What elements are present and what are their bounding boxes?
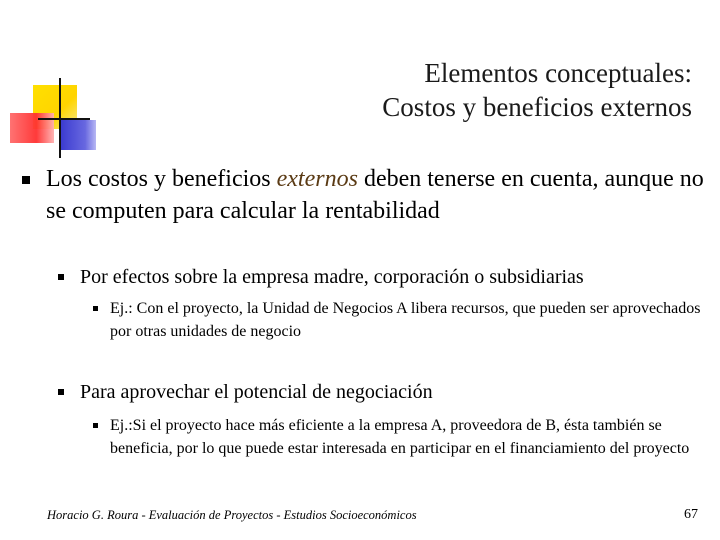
logo-horizontal-line (38, 118, 90, 120)
logo-blue-block (60, 120, 96, 150)
bullet-square-icon (93, 306, 98, 311)
bullet-level1-emphasis: externos (276, 166, 358, 192)
bullet-level2-b: Para aprovechar el potencial de negociación (80, 381, 433, 403)
bullet-square-icon (58, 389, 64, 395)
bullet-level3-b: Ej.:Si el proyecto hace más eficiente a la empresa A, proveedora de B, ésta también se beneficia, por lo que puede estar interesada en participar en el financiamiento del proyecto (110, 417, 690, 457)
bullet-level1-text (46, 163, 706, 227)
bullet-square-icon (93, 423, 98, 428)
page-number: 67 (684, 507, 698, 522)
bullet-square-icon (58, 274, 64, 280)
bullet-level1-text-end: deben tenerse en cuenta, aunque no se computen para calcular la rentabilidad (46, 166, 704, 224)
bullet-level3-a: Ej.: Con el proyecto, la Unidad de Negocios A libera recursos, que pueden ser aprovechados por otras unidades de negocio (110, 300, 701, 340)
footer-author: Horacio G. Roura - Evaluación de Proyectos - Estudios Socioeconómicos (47, 508, 417, 522)
slide-title (132, 56, 692, 124)
bullet-level2-a: Por efectos sobre la empresa madre, corporación o subsidiarias (80, 266, 584, 288)
bullet-level1-text-start: Los costos y beneficios (46, 166, 277, 192)
bullet-square-icon (22, 176, 30, 184)
title-line-1: Elementos conceptuales: (424, 58, 692, 88)
title-line-2: Costos y beneficios externos (382, 92, 692, 122)
